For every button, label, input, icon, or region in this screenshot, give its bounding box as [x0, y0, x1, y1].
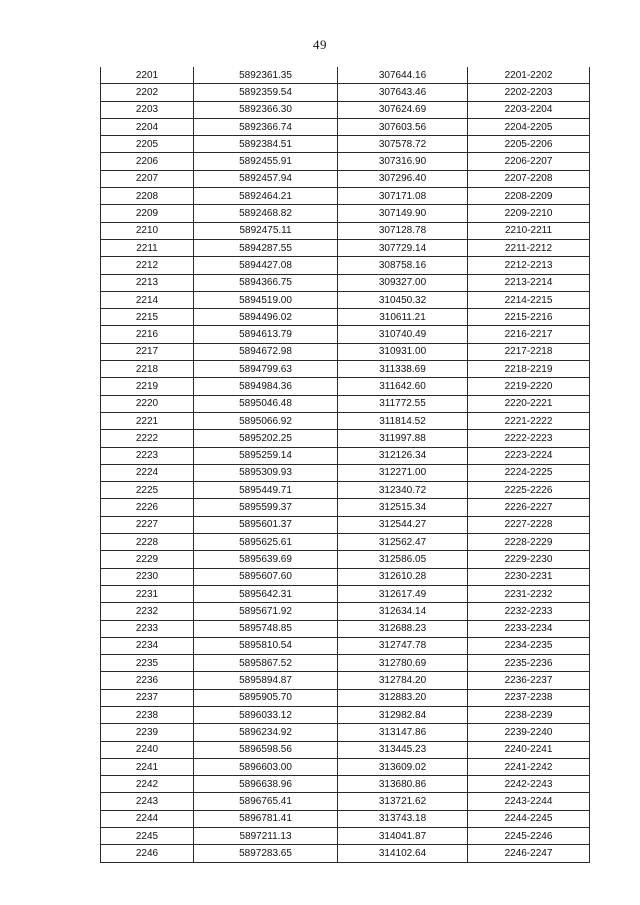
point-number-cell: 2227: [101, 516, 194, 533]
x-coordinate-cell: 5895601.37: [194, 516, 338, 533]
x-coordinate-cell: 5892468.82: [194, 205, 338, 222]
y-coordinate-cell: 311642.60: [338, 378, 468, 395]
segment-cell: 2203-2204: [468, 101, 590, 118]
x-coordinate-cell: 5895259.14: [194, 447, 338, 464]
segment-cell: 2216-2217: [468, 326, 590, 343]
point-number-cell: 2212: [101, 257, 194, 274]
table-row: [101, 257, 590, 274]
point-number-cell: 2229: [101, 551, 194, 568]
x-coordinate-cell: 5892361.35: [194, 67, 338, 84]
table-row: [101, 343, 590, 360]
segment-cell: 2224-2225: [468, 464, 590, 481]
table-row: [101, 672, 590, 689]
x-coordinate-cell: 5895202.25: [194, 430, 338, 447]
segment-cell: 2215-2216: [468, 309, 590, 326]
y-coordinate-cell: 311772.55: [338, 395, 468, 412]
y-coordinate-cell: 314041.87: [338, 828, 468, 845]
x-coordinate-cell: 5894287.55: [194, 239, 338, 256]
point-number-cell: 2218: [101, 361, 194, 378]
y-coordinate-cell: 314102.64: [338, 845, 468, 862]
point-number-cell: 2209: [101, 205, 194, 222]
segment-cell: 2218-2219: [468, 361, 590, 378]
table-row: [101, 378, 590, 395]
point-number-cell: 2234: [101, 637, 194, 654]
x-coordinate-cell: 5897283.65: [194, 845, 338, 862]
x-coordinate-cell: 5896638.96: [194, 776, 338, 793]
y-coordinate-cell: 307644.16: [338, 67, 468, 84]
point-number-cell: 2202: [101, 84, 194, 101]
y-coordinate-cell: 312544.27: [338, 516, 468, 533]
segment-cell: 2237-2238: [468, 689, 590, 706]
point-number-cell: 2205: [101, 136, 194, 153]
table-row: [101, 239, 590, 256]
x-coordinate-cell: 5895449.71: [194, 482, 338, 499]
point-number-cell: 2214: [101, 291, 194, 308]
table-row: [101, 568, 590, 585]
segment-cell: 2221-2222: [468, 412, 590, 429]
y-coordinate-cell: 313721.62: [338, 793, 468, 810]
x-coordinate-cell: 5894799.63: [194, 361, 338, 378]
table-row: [101, 828, 590, 845]
point-number-cell: 2230: [101, 568, 194, 585]
segment-cell: 2210-2211: [468, 222, 590, 239]
point-number-cell: 2226: [101, 499, 194, 516]
point-number-cell: 2237: [101, 689, 194, 706]
table-row: [101, 516, 590, 533]
x-coordinate-cell: 5894519.00: [194, 291, 338, 308]
y-coordinate-cell: 310931.00: [338, 343, 468, 360]
table-row: [101, 706, 590, 723]
segment-cell: 2222-2223: [468, 430, 590, 447]
point-number-cell: 2244: [101, 810, 194, 827]
y-coordinate-cell: 312562.47: [338, 534, 468, 551]
y-coordinate-cell: 312688.23: [338, 620, 468, 637]
segment-cell: 2238-2239: [468, 706, 590, 723]
point-number-cell: 2242: [101, 776, 194, 793]
page-number: 49: [313, 37, 327, 52]
y-coordinate-cell: 307149.90: [338, 205, 468, 222]
point-number-cell: 2241: [101, 758, 194, 775]
x-coordinate-cell: 5895066.92: [194, 412, 338, 429]
y-coordinate-cell: 312610.28: [338, 568, 468, 585]
y-coordinate-cell: 307316.90: [338, 153, 468, 170]
point-number-cell: 2211: [101, 239, 194, 256]
x-coordinate-cell: 5896598.56: [194, 741, 338, 758]
point-number-cell: 2221: [101, 412, 194, 429]
table-row: [101, 534, 590, 551]
x-coordinate-cell: 5895625.61: [194, 534, 338, 551]
y-coordinate-cell: 311338.69: [338, 361, 468, 378]
table-row: [101, 188, 590, 205]
segment-cell: 2226-2227: [468, 499, 590, 516]
x-coordinate-cell: 5895607.60: [194, 568, 338, 585]
point-number-cell: 2235: [101, 655, 194, 672]
x-coordinate-cell: 5897211.13: [194, 828, 338, 845]
y-coordinate-cell: 313147.86: [338, 724, 468, 741]
x-coordinate-cell: 5895748.85: [194, 620, 338, 637]
segment-cell: 2229-2230: [468, 551, 590, 568]
y-coordinate-cell: 312883.20: [338, 689, 468, 706]
point-number-cell: 2233: [101, 620, 194, 637]
table-row: [101, 205, 590, 222]
point-number-cell: 2203: [101, 101, 194, 118]
segment-cell: 2235-2236: [468, 655, 590, 672]
x-coordinate-cell: 5892359.54: [194, 84, 338, 101]
y-coordinate-cell: 312780.69: [338, 655, 468, 672]
x-coordinate-cell: 5895671.92: [194, 603, 338, 620]
point-number-cell: 2217: [101, 343, 194, 360]
table-row: [101, 551, 590, 568]
x-coordinate-cell: 5895309.93: [194, 464, 338, 481]
y-coordinate-cell: 310740.49: [338, 326, 468, 343]
table-row: [101, 153, 590, 170]
table-row: [101, 309, 590, 326]
x-coordinate-cell: 5894984.36: [194, 378, 338, 395]
table-row: [101, 758, 590, 775]
y-coordinate-cell: 307603.56: [338, 118, 468, 135]
point-number-cell: 2224: [101, 464, 194, 481]
table-row: [101, 845, 590, 862]
x-coordinate-cell: 5892475.11: [194, 222, 338, 239]
y-coordinate-cell: 310450.32: [338, 291, 468, 308]
segment-cell: 2225-2226: [468, 482, 590, 499]
segment-cell: 2219-2220: [468, 378, 590, 395]
segment-cell: 2207-2208: [468, 170, 590, 187]
table-row: [101, 810, 590, 827]
y-coordinate-cell: 313743.18: [338, 810, 468, 827]
segment-cell: 2241-2242: [468, 758, 590, 775]
segment-cell: 2217-2218: [468, 343, 590, 360]
y-coordinate-cell: 312271.00: [338, 464, 468, 481]
table-row: [101, 170, 590, 187]
x-coordinate-cell: 5895867.52: [194, 655, 338, 672]
y-coordinate-cell: 309327.00: [338, 274, 468, 291]
point-number-cell: 2243: [101, 793, 194, 810]
x-coordinate-cell: 5895599.37: [194, 499, 338, 516]
table-row: [101, 447, 590, 464]
x-coordinate-cell: 5892366.74: [194, 118, 338, 135]
point-number-cell: 2245: [101, 828, 194, 845]
y-coordinate-cell: 308758.16: [338, 257, 468, 274]
y-coordinate-cell: 312747.78: [338, 637, 468, 654]
segment-cell: 2230-2231: [468, 568, 590, 585]
point-number-cell: 2219: [101, 378, 194, 395]
point-number-cell: 2210: [101, 222, 194, 239]
segment-cell: 2208-2209: [468, 188, 590, 205]
y-coordinate-cell: 313445.23: [338, 741, 468, 758]
table-row: [101, 291, 590, 308]
point-number-cell: 2216: [101, 326, 194, 343]
table-row: [101, 655, 590, 672]
y-coordinate-cell: 307171.08: [338, 188, 468, 205]
segment-cell: 2245-2246: [468, 828, 590, 845]
point-number-cell: 2223: [101, 447, 194, 464]
point-number-cell: 2231: [101, 585, 194, 602]
segment-cell: 2213-2214: [468, 274, 590, 291]
segment-cell: 2244-2245: [468, 810, 590, 827]
segment-cell: 2211-2212: [468, 239, 590, 256]
y-coordinate-cell: 312617.49: [338, 585, 468, 602]
table-row: [101, 637, 590, 654]
segment-cell: 2234-2235: [468, 637, 590, 654]
segment-cell: 2233-2234: [468, 620, 590, 637]
x-coordinate-cell: 5892366.30: [194, 101, 338, 118]
table-row: [101, 689, 590, 706]
x-coordinate-cell: 5895639.69: [194, 551, 338, 568]
point-number-cell: 2228: [101, 534, 194, 551]
point-number-cell: 2239: [101, 724, 194, 741]
table-row: [101, 482, 590, 499]
x-coordinate-cell: 5895642.31: [194, 585, 338, 602]
x-coordinate-cell: 5892457.94: [194, 170, 338, 187]
segment-cell: 2232-2233: [468, 603, 590, 620]
point-number-cell: 2246: [101, 845, 194, 862]
point-number-cell: 2240: [101, 741, 194, 758]
point-number-cell: 2206: [101, 153, 194, 170]
y-coordinate-cell: 312784.20: [338, 672, 468, 689]
segment-cell: 2201-2202: [468, 67, 590, 84]
y-coordinate-cell: 312340.72: [338, 482, 468, 499]
segment-cell: 2228-2229: [468, 534, 590, 551]
table-row: [101, 793, 590, 810]
x-coordinate-cell: 5892464.21: [194, 188, 338, 205]
table-row: [101, 776, 590, 793]
y-coordinate-cell: 307578.72: [338, 136, 468, 153]
x-coordinate-cell: 5896033.12: [194, 706, 338, 723]
y-coordinate-cell: 311814.52: [338, 412, 468, 429]
segment-cell: 2206-2207: [468, 153, 590, 170]
x-coordinate-cell: 5896765.41: [194, 793, 338, 810]
table-row: [101, 741, 590, 758]
x-coordinate-cell: 5892455.91: [194, 153, 338, 170]
point-number-cell: 2222: [101, 430, 194, 447]
segment-cell: 2209-2210: [468, 205, 590, 222]
x-coordinate-cell: 5896781.41: [194, 810, 338, 827]
segment-cell: 2246-2247: [468, 845, 590, 862]
x-coordinate-cell: 5895905.70: [194, 689, 338, 706]
table-row: [101, 412, 590, 429]
y-coordinate-cell: 313680.86: [338, 776, 468, 793]
y-coordinate-cell: 312126.34: [338, 447, 468, 464]
segment-cell: 2239-2240: [468, 724, 590, 741]
y-coordinate-cell: 307624.69: [338, 101, 468, 118]
y-coordinate-cell: 312515.34: [338, 499, 468, 516]
table-row: [101, 67, 590, 84]
table-row: [101, 724, 590, 741]
segment-cell: 2236-2237: [468, 672, 590, 689]
x-coordinate-cell: 5896603.00: [194, 758, 338, 775]
y-coordinate-cell: 307128.78: [338, 222, 468, 239]
table-row: [101, 222, 590, 239]
point-number-cell: 2220: [101, 395, 194, 412]
x-coordinate-cell: 5894496.02: [194, 309, 338, 326]
segment-cell: 2223-2224: [468, 447, 590, 464]
x-coordinate-cell: 5892384.51: [194, 136, 338, 153]
x-coordinate-cell: 5896234.92: [194, 724, 338, 741]
table-row: [101, 585, 590, 602]
x-coordinate-cell: 5895810.54: [194, 637, 338, 654]
point-number-cell: 2213: [101, 274, 194, 291]
y-coordinate-cell: 312982.84: [338, 706, 468, 723]
segment-cell: 2227-2228: [468, 516, 590, 533]
segment-cell: 2205-2206: [468, 136, 590, 153]
segment-cell: 2212-2213: [468, 257, 590, 274]
x-coordinate-cell: 5894613.79: [194, 326, 338, 343]
table-row: [101, 499, 590, 516]
table-row: [101, 84, 590, 101]
point-number-cell: 2201: [101, 67, 194, 84]
y-coordinate-cell: 312586.05: [338, 551, 468, 568]
point-number-cell: 2208: [101, 188, 194, 205]
segment-cell: 2243-2244: [468, 793, 590, 810]
point-number-cell: 2215: [101, 309, 194, 326]
table-row: [101, 395, 590, 412]
x-coordinate-cell: 5894672.98: [194, 343, 338, 360]
x-coordinate-cell: 5894427.08: [194, 257, 338, 274]
segment-cell: 2214-2215: [468, 291, 590, 308]
table-row: [101, 361, 590, 378]
coordinates-table-body: [101, 67, 590, 862]
y-coordinate-cell: 312634.14: [338, 603, 468, 620]
table-row: [101, 430, 590, 447]
table-row: [101, 464, 590, 481]
table-row: [101, 620, 590, 637]
segment-cell: 2202-2203: [468, 84, 590, 101]
table-row: [101, 118, 590, 135]
segment-cell: 2220-2221: [468, 395, 590, 412]
y-coordinate-cell: 307729.14: [338, 239, 468, 256]
segment-cell: 2231-2232: [468, 585, 590, 602]
point-number-cell: 2232: [101, 603, 194, 620]
point-number-cell: 2236: [101, 672, 194, 689]
x-coordinate-cell: 5895894.87: [194, 672, 338, 689]
table-row: [101, 101, 590, 118]
point-number-cell: 2207: [101, 170, 194, 187]
y-coordinate-cell: 310611.21: [338, 309, 468, 326]
table-row: [101, 326, 590, 343]
table-row: [101, 274, 590, 291]
point-number-cell: 2225: [101, 482, 194, 499]
table-row: [101, 136, 590, 153]
x-coordinate-cell: 5895046.48: [194, 395, 338, 412]
y-coordinate-cell: 313609.02: [338, 758, 468, 775]
coordinates-table: [100, 67, 590, 863]
point-number-cell: 2238: [101, 706, 194, 723]
y-coordinate-cell: 311997.88: [338, 430, 468, 447]
y-coordinate-cell: 307643.46: [338, 84, 468, 101]
segment-cell: 2204-2205: [468, 118, 590, 135]
point-number-cell: 2204: [101, 118, 194, 135]
segment-cell: 2240-2241: [468, 741, 590, 758]
x-coordinate-cell: 5894366.75: [194, 274, 338, 291]
segment-cell: 2242-2243: [468, 776, 590, 793]
y-coordinate-cell: 307296.40: [338, 170, 468, 187]
table-row: [101, 603, 590, 620]
